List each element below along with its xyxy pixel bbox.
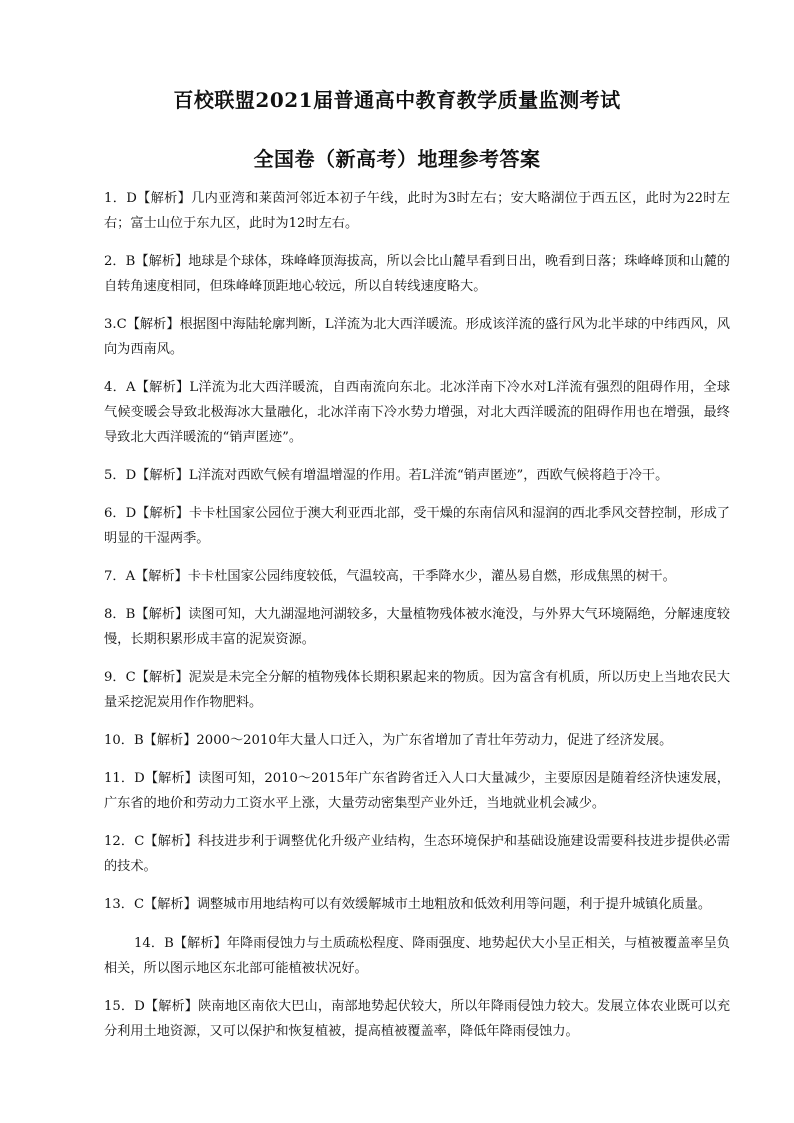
answer-text: 读图可知，大九湖湿地河湖较多，大量植物残体被水淹没，与外界大气环境隔绝，分解速度较慢，长期积累形成丰富的泥炭资源。 (104, 607, 730, 647)
answer-number: 6．D (104, 506, 137, 521)
answer-text: 读图可知，2010～2015年广东省跨省迁入人口大量减少，主要原因是随着经济快速发展，广东省的地价和劳动力工资水平上涨，大量劳动密集型产业外迁，当地就业机会减少。 (104, 771, 730, 811)
analysis-tag: 【解析】 (126, 317, 180, 332)
answer-item-15 (104, 994, 730, 1044)
document-title: 百校联盟2021届普通高中教育教学质量监测考试 (173, 88, 621, 112)
answer-item-14 (104, 931, 730, 981)
analysis-tag: 【解析】 (144, 999, 199, 1014)
answer-item-5 (104, 463, 730, 488)
answer-text: 地球是个球体，珠峰峰顶海拔高，所以会比山麓早看到日出，晚看到日落；珠峰峰顶和山麓的自转角速度相同，但珠峰峰顶距地心较远，所以自转线速度略大。 (104, 254, 730, 294)
analysis-tag: 【解析】 (144, 834, 198, 849)
answer-text: 陕南地区南依大巴山，南部地势起伏较大，所以年降雨侵蚀力较大。发展立体农业既可以充分利用土地资源，又可以保护和恢复植被，提高植被覆盖率，降低年降雨侵蚀力。 (104, 999, 731, 1039)
answer-text: L洋流为北大西洋暖流，自西南流向东北。北冰洋南下冷水对L洋流有强烈的阻碍作用，全球气候变暖会导致北极海冰大量融化，北冰洋南下冷水势力增强，对北大西洋暖流的阻碍作用也在增强，最终导致北大西洋暖流的“销声匿迹”。 (104, 380, 731, 445)
answer-number: 10．B (104, 733, 144, 748)
answer-number: 11．D (104, 771, 145, 786)
answer-text: 几内亚湾和莱茵河邻近本初子午线，此时为3时左右；安大略湖位于西五区，此时为22时左右；富士山位于东九区，此时为12时左右。 (104, 191, 730, 231)
analysis-tag: 【解析】 (135, 670, 189, 685)
answer-number: 12．C (104, 834, 145, 849)
answer-text: 泥炭是未完全分解的植物残体长期积累起来的物质。因为富含有机质，所以历史上当地农民大量采挖泥炭用作作物肥料。 (104, 670, 731, 710)
answer-item-4 (104, 375, 730, 450)
answer-text: 卡卡杜国家公园位于澳大利亚西北部，受干燥的东南信风和湿润的西北季风交替控制，形成了明显的干湿两季。 (104, 506, 730, 546)
answer-number: 3.C (104, 317, 127, 332)
answer-number: 8．B (104, 607, 136, 622)
answer-item-3 (104, 312, 730, 362)
answer-text: 调整城市用地结构可以有效缓解城市土地粗放和低效利用等问题，利于提升城镇化质量。 (196, 897, 712, 912)
answer-item-11 (104, 766, 730, 816)
answer-text: L洋流对西欧气候有增温增湿的作用。若L洋流“销声匿迹”，西欧气候将趋于冷干。 (188, 468, 669, 483)
answer-list (104, 186, 730, 1057)
answer-item-9 (104, 665, 730, 715)
analysis-tag: 【解析】 (135, 607, 189, 622)
analysis-tag: 【解析】 (173, 936, 227, 951)
answer-item-8 (104, 602, 730, 652)
answer-item-1 (104, 186, 730, 236)
answer-text: 卡卡杜国家公园纬度较低，气温较高，干季降水少，灌丛易自燃，形成焦黑的树干。 (187, 569, 676, 584)
answer-number: 9．C (104, 670, 136, 685)
answer-item-12 (104, 829, 730, 879)
answer-text: 2000～2010年大量人口迁入，为广东省增加了青壮年劳动力，促进了经济发展。 (196, 733, 673, 748)
answer-item-10 (104, 728, 730, 753)
analysis-tag: 【解析】 (143, 733, 197, 748)
analysis-tag: 【解析】 (144, 897, 197, 912)
answer-item-2 (104, 249, 730, 299)
answer-number: 13．C (104, 897, 145, 912)
analysis-tag: 【解析】 (135, 380, 190, 395)
answer-number: 14．B (134, 936, 174, 951)
answer-text: 根据图中海陆轮廓判断，L洋流为北大西洋暖流。形成该洋流的盛行风为北半球的中纬西风，风向为西南风。 (104, 317, 730, 357)
analysis-tag: 【解析】 (135, 569, 188, 584)
answer-number: 4．A (104, 380, 136, 395)
answer-number: 5．D (104, 468, 137, 483)
analysis-tag: 【解析】 (136, 468, 189, 483)
answer-text: 年降雨侵蚀力与土质疏松程度、降雨强度、地势起伏大小呈正相关，与植被覆盖率呈负相关，所以图示地区东北部可能植被状况好。 (104, 936, 730, 976)
answer-number: 2．B (104, 254, 136, 269)
answer-number: 7．A (104, 569, 136, 584)
analysis-tag: 【解析】 (136, 191, 192, 206)
answer-item-13 (104, 892, 730, 917)
analysis-tag: 【解析】 (144, 771, 198, 786)
answer-text: 科技进步利于调整优化升级产业结构，生态环境保护和基础设施建设需要科技进步提供必需的技术。 (104, 834, 731, 874)
answer-number: 1．D (104, 191, 137, 206)
document-subtitle: 全国卷（新高考）地理参考答案 (253, 147, 541, 171)
analysis-tag: 【解析】 (136, 506, 189, 521)
answer-item-6 (104, 501, 730, 551)
analysis-tag: 【解析】 (135, 254, 189, 269)
answer-item-7 (104, 564, 730, 589)
answer-number: 15．D (104, 999, 145, 1014)
